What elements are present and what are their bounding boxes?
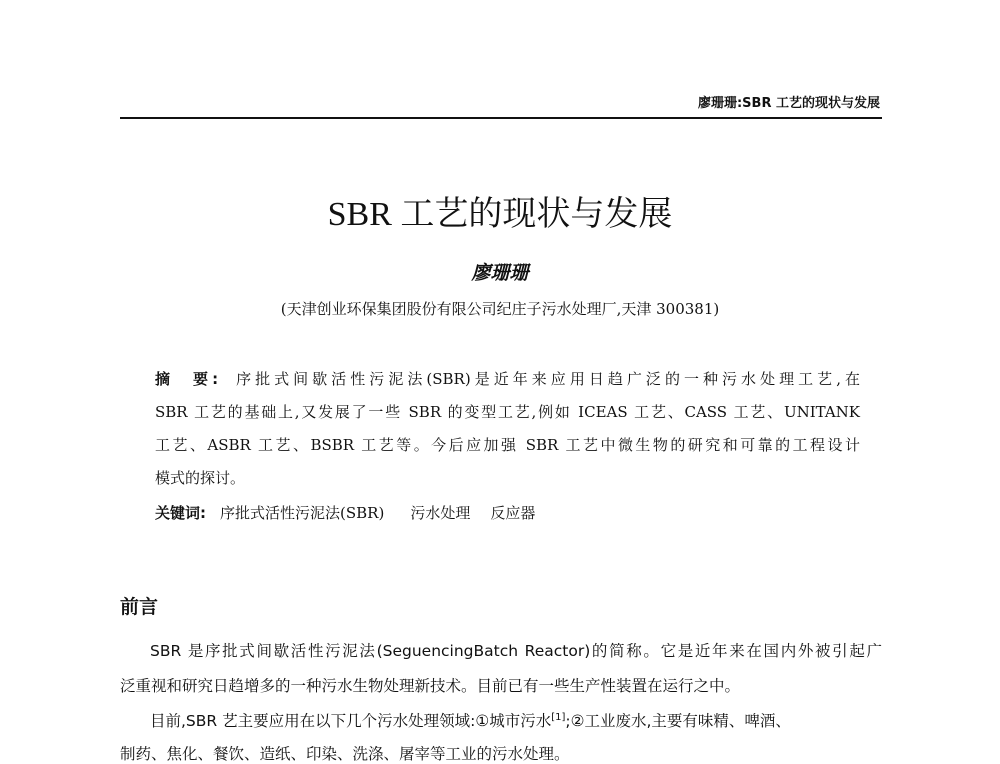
paper-title: SBR 工艺的现状与发展 — [327, 196, 673, 233]
abstract-line: 摘 要: 序批式间歇活性污泥法(SBR)是近年来应用日趋广泛的一种污水处理工艺,在 — [155, 370, 860, 388]
keywords-label: 关键词: — [155, 504, 206, 522]
abstract-line: 工艺、ASBR 工艺、BSBR 工艺等。今后应加强 SBR 工艺中微生物的研究和可靠的工程设计 — [155, 436, 860, 454]
keywords — [155, 502, 860, 523]
keyword: 序批式活性污泥法(SBR) — [220, 504, 385, 522]
keyword: 反应器 — [490, 504, 536, 522]
abstract-label: 摘 要: — [155, 370, 219, 388]
abstract-line: 模式的探讨。 — [155, 469, 246, 487]
running-header: 廖珊珊:SBR 工艺的现状与发展 — [697, 96, 880, 111]
header-rule — [120, 117, 882, 119]
body-line: SBR 是序批式间歇活性污泥法(SeguencingBatch Reactor)的简称。它是近年来在国内外被引起广 — [150, 642, 882, 660]
affiliation: (天津创业环保集团股份有限公司纪庄子污水处理厂,天津 300381) — [280, 300, 720, 318]
body-line: 制药、焦化、餐饮、造纸、印染、洗涤、屠宰等工业的污水处理。 — [120, 745, 570, 763]
section-heading: 前言 — [120, 596, 159, 618]
abstract-line: SBR 工艺的基础上,又发展了一些 SBR 的变型工艺,例如 ICEAS 工艺、CASS 工艺、UNITANK — [155, 403, 860, 421]
citation: [1] — [551, 711, 566, 723]
body-line: 目前,SBR 艺主要应用在以下几个污水处理领域:①城市污水[1];②工业废水,主要有味精、啤酒、 — [150, 711, 791, 730]
author: 廖珊珊 — [471, 262, 529, 284]
keyword: 污水处理 — [410, 504, 471, 522]
body-line: 泛重视和研究日趋增多的一种污水生物处理新技术。目前已有一些生产性装置在运行之中。 — [120, 677, 741, 695]
